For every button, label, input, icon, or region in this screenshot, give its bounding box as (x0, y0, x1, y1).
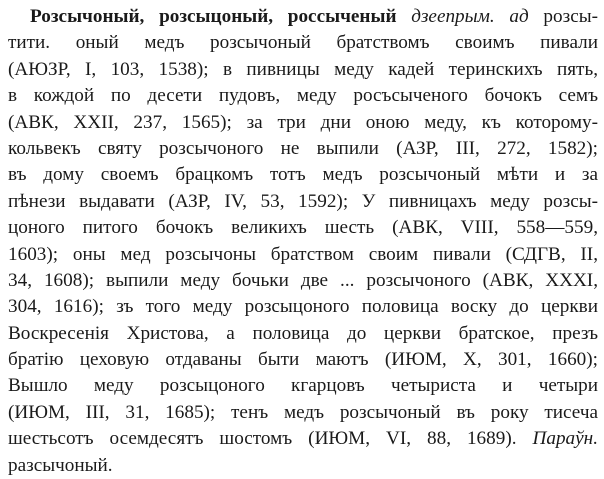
entry-line (8, 400, 598, 426)
entry-text: розсы- (528, 6, 598, 27)
entry-text: кольвекъ святу розсычоного не выпили (АЗР, III, 272, 1582); (8, 137, 598, 159)
entry-line (8, 347, 598, 373)
entry-text: (ИЮМ, III, 31, 1685); тенъ медъ розсычоный въ року тисеча (8, 401, 598, 423)
entry-text: 1603); оны мед розсычоны братством своим пивали (СДГВ, II, (8, 243, 598, 265)
entry-line (8, 294, 598, 320)
entry-line (8, 162, 598, 188)
entry-text: въ дому своемъ брацкомъ тотъ медъ розсычоный мѣти и за (8, 164, 598, 186)
entry-text: Воскресенія Христова, а половица до церкви братское, презъ (8, 322, 598, 344)
entry-line (8, 30, 598, 56)
entry-text: в кождой по десети пудовъ, меду росъсыченого бочокъ семъ (8, 85, 598, 107)
entry-text: Вышло меду розсыцоного кгарцовъ четыриста и четыри (8, 375, 598, 397)
entry-line (8, 110, 598, 136)
entry-text: разсычоный. (8, 454, 113, 476)
entry-text: пѣнези выдавати (АЗР, IV, 53, 1592); У пивницахъ меду розсы- (8, 190, 598, 212)
entry-line (8, 321, 598, 347)
dictionary-entry (8, 4, 598, 479)
entry-line (8, 453, 598, 479)
entry-text: цоного питого бочокъ великихъ шесть (АВК, VIII, 558—559, (8, 217, 598, 239)
italic-label: дзеепрым. ад (411, 6, 529, 27)
entry-line (8, 242, 598, 268)
entry-text: тити. оный медъ розсычоный братствомъ своимъ пивали (8, 32, 598, 54)
entry-text: 304, 1616); зъ того меду розсыцоного половица воску до церкви (8, 296, 598, 318)
entry-line (8, 136, 598, 162)
entry-text (397, 6, 412, 27)
entry-text: шестьсотъ осемдесятъ шостомъ (ИЮМ, VI, 88, 1689). (8, 428, 533, 450)
entry-line (8, 4, 598, 30)
entry-line (8, 426, 598, 452)
italic-label: Параўн. (532, 428, 598, 450)
entry-text: братію цеховую отдаваны быти маютъ (ИЮМ, X, 301, 1660); (8, 349, 598, 371)
entry-line (8, 57, 598, 83)
entry-line (8, 83, 598, 109)
headword: Розсычоный, розсыцоный, россыченый (30, 6, 397, 27)
entry-line (8, 215, 598, 241)
entry-line (8, 373, 598, 399)
entry-text: 34, 1608); выпили меду бочьки две ... розсычоного (АВК, XXXI, (8, 269, 598, 291)
entry-line (8, 268, 598, 294)
entry-text: (АВК, XXII, 237, 1565); за три дни оною меду, къ которому- (8, 111, 598, 133)
entry-line (8, 189, 598, 215)
entry-text: (АЮЗР, I, 103, 1538); в пивницы меду кадей теринскихъ пять, (8, 58, 598, 80)
